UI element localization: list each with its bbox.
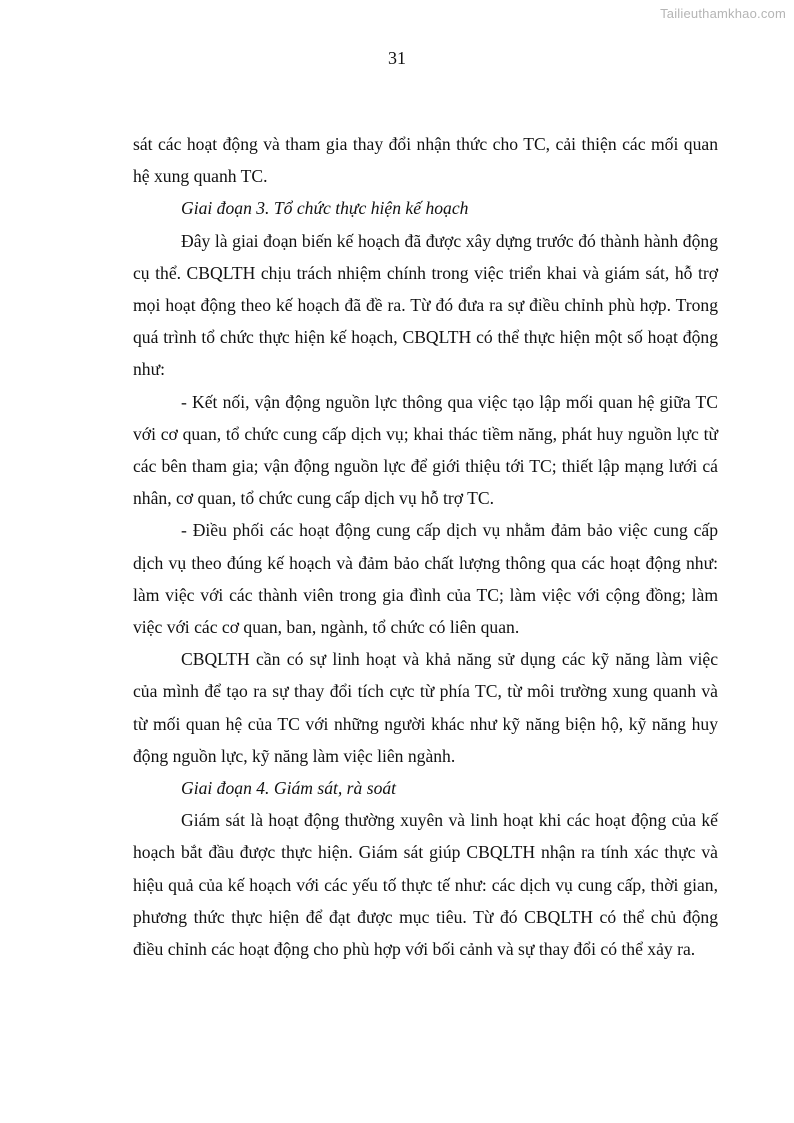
paragraph-monitoring: Giám sát là hoạt động thường xuyên và linh hoạt khi các hoạt động của kế hoạch bắt đầu được thực hiện. Giám sát giúp CBQLTH nhận ra tính xác thực và hiệu quả của kế hoạch với các yếu tố thực tế như: các dịch vụ cung cấp, thời gian, phương thức thực hiện để đạt được mục tiêu. Từ đó CBQLTH có thể chủ động điều chỉnh các hoạt động cho phù hợp với bối cảnh và sự thay đổi có thể xảy ra. — [133, 810, 718, 960]
page-body — [133, 128, 718, 965]
paragraph-stage-3-intro: Đây là giai đoạn biến kế hoạch đã được xây dựng trước đó thành hành động cụ thể. CBQLTH chịu trách nhiệm chính trong việc triển khai và giám sát, hỗ trợ mọi hoạt động theo kế hoạch đã đề ra. Từ đó đưa ra sự điều chỉnh phù hợp. Trong quá trình tổ chức thực hiện kế hoạch, CBQLTH có thể thực hiện một số hoạt động như: — [133, 230, 718, 380]
section-heading-stage-4: Giai đoạn 4. Giám sát, rà soát — [181, 778, 397, 799]
bullet-service-coordination: - Điều phối các hoạt động cung cấp dịch vụ nhằm đảm bảo việc cung cấp dịch vụ theo đúng kế hoạch và đảm bảo chất lượng thông qua các hoạt động như: làm việc với các thành viên trong gia đình của TC; làm việc với cộng đồng; làm việc với các cơ quan, ban, ngành, tổ chức có liên quan. — [133, 520, 718, 638]
paragraph-flexibility-skills: CBQLTH cần có sự linh hoạt và khả năng sử dụng các kỹ năng làm việc của mình để tạo ra sự thay đổi tích cực từ phía TC, từ môi trường xung quanh và từ mối quan hệ của TC với những người khác như kỹ năng biện hộ, kỹ năng huy động nguồn lực, kỹ năng làm việc liên ngành. — [133, 649, 718, 766]
paragraph-continuation: sát các hoạt động và tham gia thay đổi nhận thức cho TC, cải thiện các mối quan hệ xung quanh TC. — [133, 134, 718, 187]
watermark: Tailieuthamkhao.com — [660, 6, 786, 21]
page-number: 31 — [388, 48, 406, 68]
bullet-resource-connection: - Kết nối, vận động nguồn lực thông qua việc tạo lập mối quan hệ giữa TC với cơ quan, tổ chức cung cấp dịch vụ; khai thác tiềm năng, phát huy nguồn lực từ các bên tham gia; vận động nguồn lực để giới thiệu tới TC; thiết lập mạng lưới cá nhân, cơ quan, tổ chức cung cấp dịch vụ hỗ trợ TC. — [133, 391, 718, 509]
section-heading-stage-3: Giai đoạn 3. Tổ chức thực hiện kế hoạch — [181, 198, 469, 219]
